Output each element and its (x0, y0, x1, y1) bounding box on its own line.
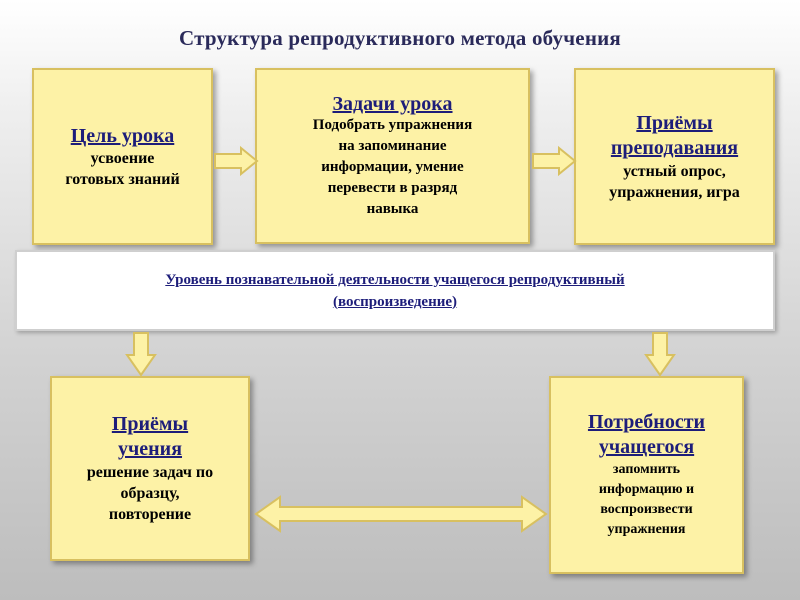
tasks-heading: Задачи урока (332, 92, 453, 115)
tasks-line: Подобрать упражнения (312, 116, 473, 133)
goal-heading: Цель урока (70, 124, 175, 147)
arrow-down-icon (644, 331, 676, 377)
needs-heading: Потребности (587, 411, 706, 433)
needs-line: информацию и (598, 482, 695, 497)
needs-line: запомнить (612, 462, 681, 477)
diagram-title: Структура репродуктивного метода обучения (178, 26, 621, 50)
tasks-box (255, 68, 530, 244)
learning-line: образцу, (120, 485, 180, 502)
arrow-right-icon (213, 146, 259, 176)
arrow-down-icon (125, 331, 157, 377)
learning-line: решение задач по (86, 464, 214, 481)
learning-methods-box (50, 376, 250, 561)
learning-heading: Приёмы (111, 413, 189, 435)
goal-line: готовых знаний (65, 170, 180, 188)
goal-box (32, 68, 213, 245)
needs-line: воспроизвести (600, 502, 693, 517)
teaching-line: упражнения, игра (609, 183, 740, 201)
tasks-line: на запоминание (338, 137, 447, 154)
teaching-methods-box (574, 68, 775, 245)
tasks-line: информации, умение (321, 158, 464, 175)
needs-heading: учащегося (598, 436, 695, 458)
needs-line: упражнения (607, 522, 686, 537)
learning-line: повторение (108, 506, 192, 523)
level-line: Уровень познавательной деятельности учащегося репродуктивный (165, 271, 625, 288)
cognitive-level-text (145, 269, 644, 313)
teaching-line: устный опрос, (623, 162, 726, 180)
arrow-right-icon (531, 146, 577, 176)
tasks-line: перевести в разряд (327, 179, 458, 196)
teaching-heading: преподавания (610, 136, 739, 159)
learning-heading: учения (117, 438, 183, 460)
level-line: (воспроизведение) (332, 293, 458, 310)
arrow-bidirectional-icon (254, 494, 548, 534)
tasks-line: навыка (366, 200, 419, 217)
student-needs-box (549, 376, 744, 574)
cognitive-level-band (15, 250, 775, 331)
goal-line: усвоение (90, 149, 155, 167)
teaching-heading: Приёмы (636, 111, 713, 134)
